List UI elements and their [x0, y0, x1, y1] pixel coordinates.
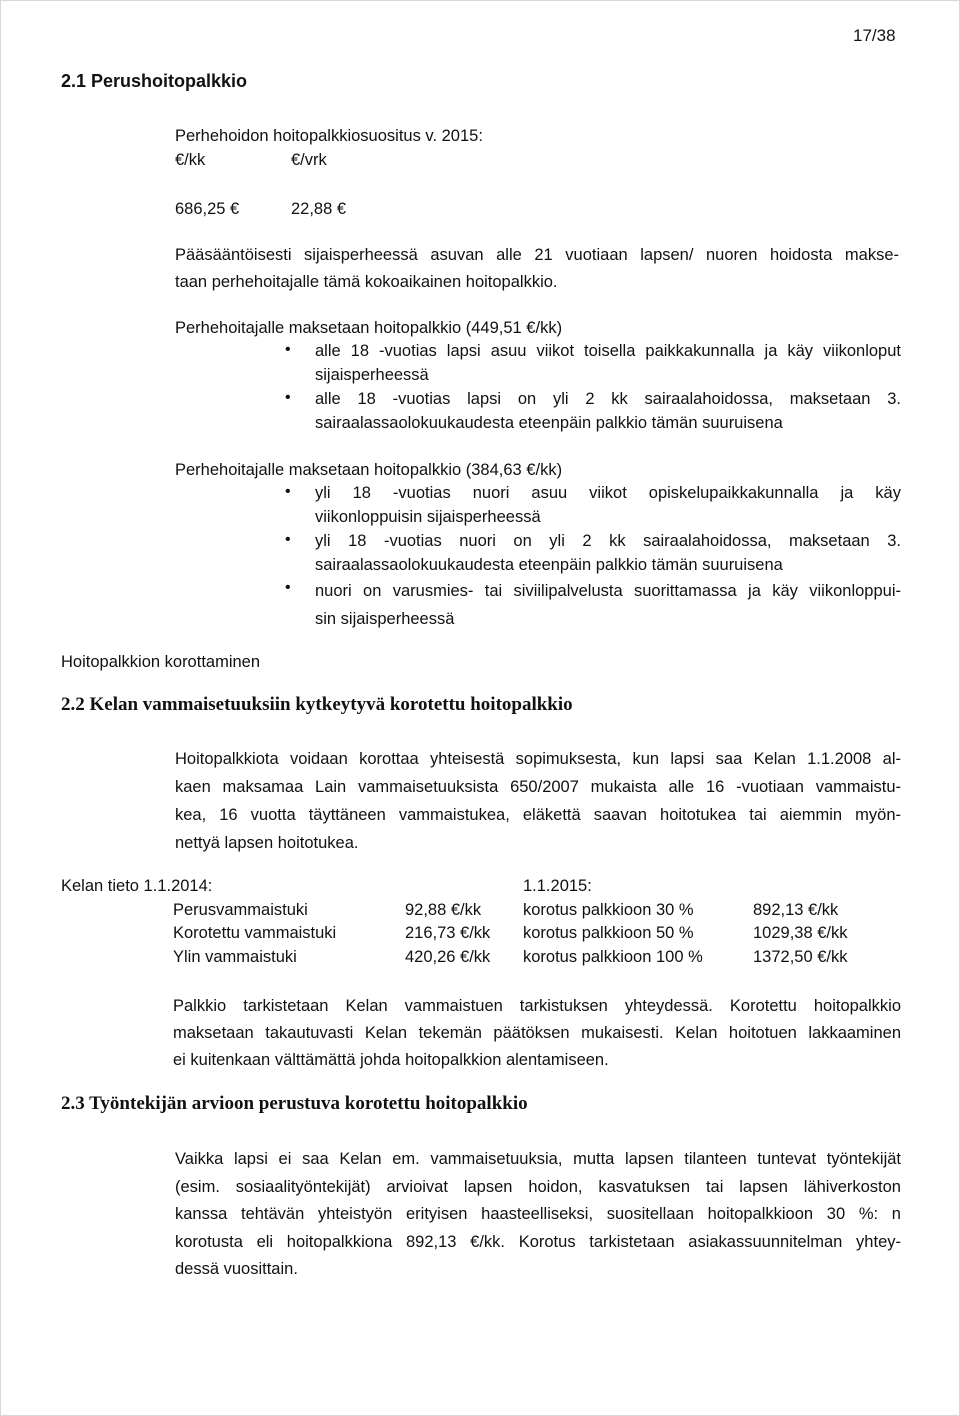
paragraph-line: dessä vuosittain. [175, 1260, 298, 1278]
paragraph-line: maksetaan takautuvasti Kelan tekemän päätöksen mukaisesti. Kelan hoitotuen lakkaaminen [173, 1024, 901, 1042]
page-number: 17/38 [853, 26, 896, 45]
value-month: 686,25 € [175, 200, 240, 218]
bullet-icon: • [285, 341, 291, 358]
section-2-2-paragraph [175, 745, 901, 857]
list-item-line: yli 18 -vuotias nuori asuu viikot opiskelupaikkakunnalla ja käy [315, 484, 901, 502]
paragraph-line: ei kuitenkaan välttämättä johda hoitopalkkion alentamiseen. [173, 1051, 609, 1069]
list-item-line: alle 18 -vuotias lapsi on yli 2 kk sairaalahoidossa, maksetaan 3. [315, 390, 901, 408]
table-cell-fee: 892,13 €/kk [753, 901, 839, 919]
paragraph-line: Vaikka lapsi ei saa Kelan em. vammaisetuuksia, mutta lapsen tilanteen tuntevat työntekijät [175, 1150, 901, 1168]
table-cell-amount: 92,88 €/kk [405, 901, 482, 919]
table-cell-raise: korotus palkkioon 50 % [523, 924, 694, 942]
value-year: 22,88 € [291, 200, 347, 218]
fulltime-fee-paragraph [175, 242, 899, 296]
list-item [315, 577, 901, 633]
bullet-icon: • [285, 531, 291, 548]
list-item-line: sin sijaisperheessä [315, 610, 455, 628]
paragraph-line: kanssa tehtävän yhteistyön erityisen haasteelliseksi, suositellaan hoitopalkkioon 30 %: n [175, 1205, 901, 1223]
bullet-icon: • [285, 389, 291, 406]
review-note-paragraph [173, 993, 901, 1074]
list-item [315, 529, 901, 577]
table-header-left: Kelan tieto 1.1.2014: [61, 877, 213, 895]
paragraph-line: Pääsääntöisesti sijaisperheessä asuvan alle 21 vuotiaan lapsen/ nuoren hoidosta makse- [175, 246, 899, 264]
list-item [315, 339, 901, 387]
bullet-icon: • [285, 483, 291, 500]
list-item-line: nuori on varusmies- tai siviilipalvelusta suorittamassa ja käy viikonloppui- [315, 582, 901, 600]
side-label: Hoitopalkkion korottaminen [61, 653, 261, 671]
paragraph-line: nettyä lapsen hoitotukea. [175, 834, 359, 852]
list-item-line: alle 18 -vuotias lapsi asuu viikot toisella paikkakunnalla ja käy viikonloput [315, 342, 901, 360]
section-2-3-heading: 2.3 Työntekijän arvioon perustuva korotettu hoitopalkkio [61, 1093, 528, 1114]
bullet-icon: • [285, 579, 291, 596]
table-header-right: 1.1.2015: [523, 877, 592, 895]
list-item-line: sijaisperheessä [315, 366, 429, 384]
list-item [315, 481, 901, 529]
section-2-3-paragraph [175, 1146, 901, 1284]
section-2-1-heading: 2.1 Perushoitopalkkio [61, 71, 248, 91]
paragraph-line: (esim. sosiaalityöntekijät) arvioivat lapsen hoidon, kasvatuksen tai lapsen lähiverkoston [175, 1177, 901, 1196]
paragraph-line: Palkkio tarkistetaan Kelan vammaistuen tarkistuksen yhteydessä. Korotettu hoitopalkkio [173, 997, 901, 1015]
column-month-label: €/kk [175, 151, 206, 169]
paragraph-line: kaen maksamaa Lain vammaisetuuksista 650/2007 mukaista alle 16 -vuotiaan vammaistu- [175, 778, 901, 796]
list-item-line: yli 18 -vuotias nuori on yli 2 kk sairaalahoidossa, maksetaan 3. [315, 532, 901, 550]
recommendation-label: Perhehoidon hoitopalkkiosuositus v. 2015: [175, 127, 483, 145]
list-item [315, 387, 901, 435]
paragraph-line: taan perhehoitajalle tämä kokoaikainen hoitopalkkio. [175, 273, 558, 291]
table-cell-amount: 216,73 €/kk [405, 924, 491, 942]
table-cell-fee: 1372,50 €/kk [753, 948, 848, 966]
table-cell-raise: korotus palkkioon 100 % [523, 948, 703, 966]
paragraph-line: Hoitopalkkiota voidaan korottaa yhteisestä sopimuksesta, kun lapsi saa Kelan 1.1.2008 al- [175, 750, 901, 768]
table-cell-fee: 1029,38 €/kk [753, 924, 848, 942]
section-2-2-heading: 2.2 Kelan vammaisetuuksiin kytkeytyvä korotettu hoitopalkkio [61, 694, 573, 715]
column-year-label: €/vrk [291, 151, 327, 169]
table-cell-benefit: Ylin vammaistuki [173, 948, 297, 966]
paragraph-line: kea, 16 vuotta täyttäneen vammaistukea, eläkettä saavan hoitotukea tai aiemmin myön- [175, 806, 901, 824]
list-item-line: sairaalassaolokuukaudesta eteenpäin palkkio tämän suuruisena [315, 556, 783, 574]
list-item-line: sairaalassaolokuukaudesta eteenpäin palkkio tämän suuruisena [315, 414, 783, 432]
group2-title: Perhehoitajalle maksetaan hoitopalkkio (384,63 €/kk) [175, 461, 563, 479]
table-cell-benefit: Korotettu vammaistuki [173, 924, 337, 942]
table-cell-benefit: Perusvammaistuki [173, 901, 308, 919]
list-item-line: viikonloppuisin sijaisperheessä [315, 508, 541, 526]
table-cell-amount: 420,26 €/kk [405, 948, 491, 966]
table-cell-raise: korotus palkkioon 30 % [523, 901, 694, 919]
group1-title: Perhehoitajalle maksetaan hoitopalkkio (449,51 €/kk) [175, 319, 563, 337]
paragraph-line: korotusta eli hoitopalkkiona 892,13 €/kk. Korotus tarkistetaan asiakassuunnitelman yhtey- [175, 1232, 901, 1251]
